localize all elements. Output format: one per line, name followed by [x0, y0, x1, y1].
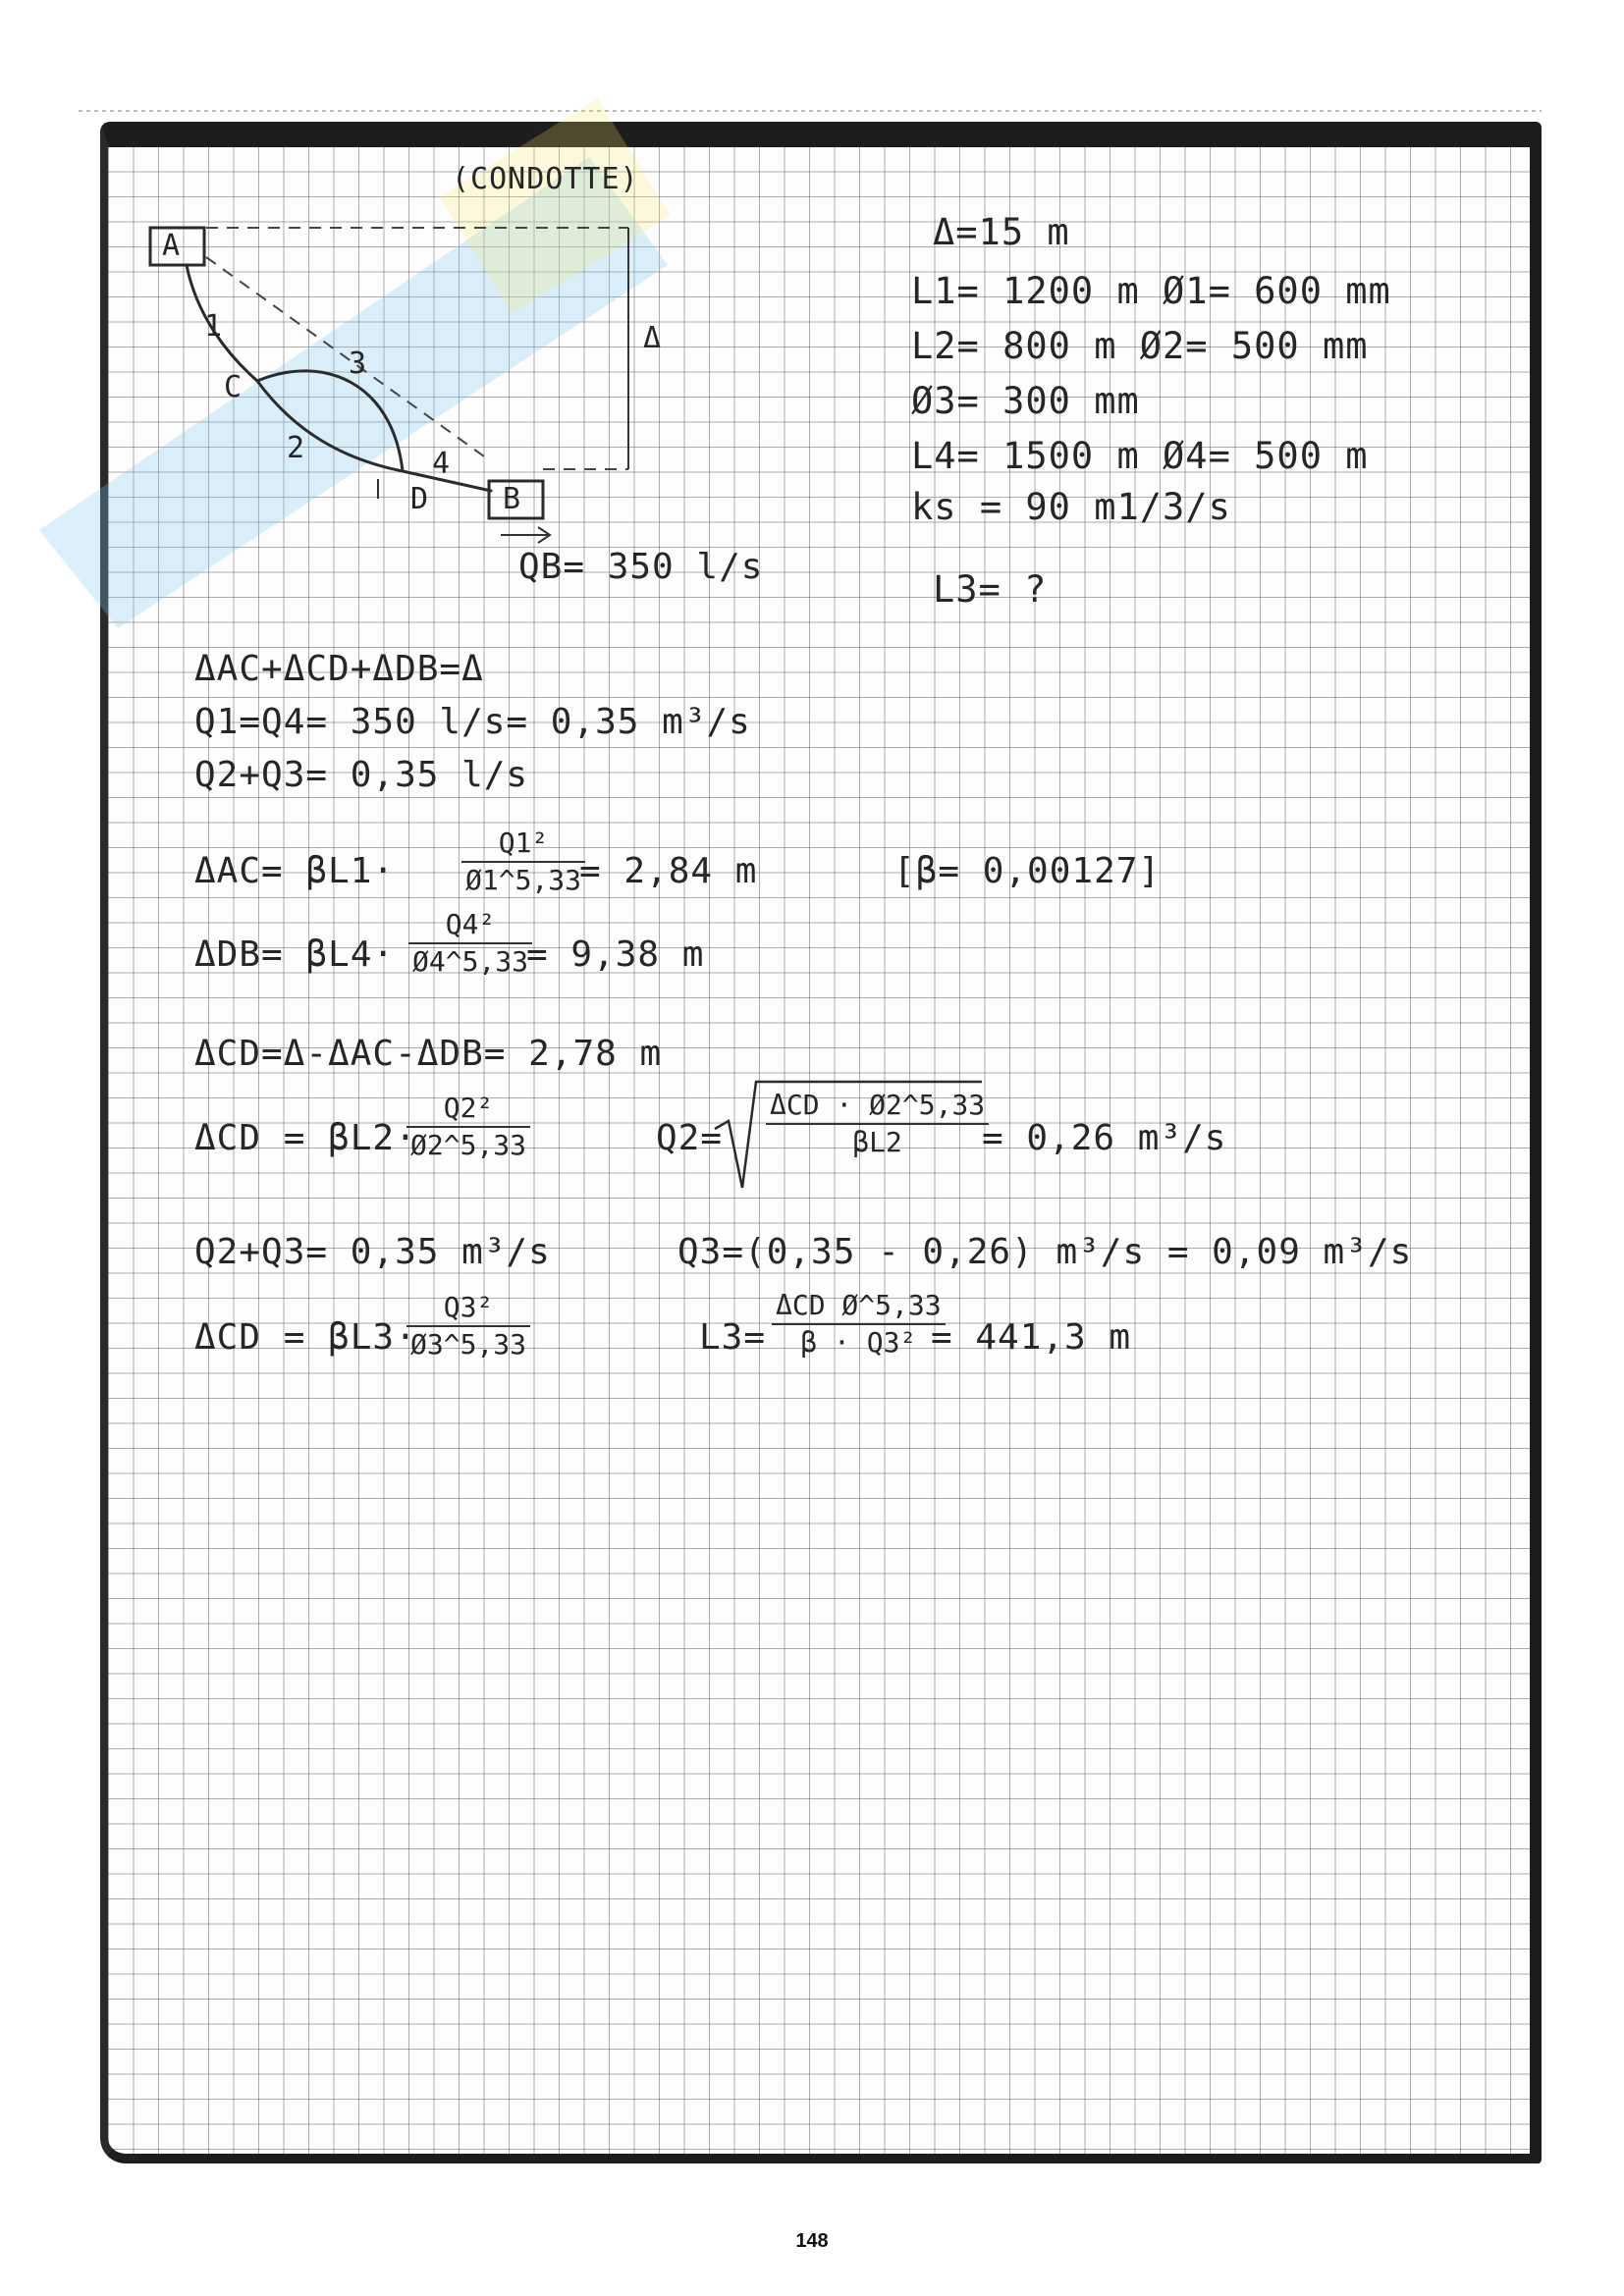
eq-dcd-value: ΔCD=Δ-ΔAC-ΔDB= 2,78 m: [194, 1034, 663, 1074]
eq-l3-den: β · Q3²: [800, 1326, 917, 1359]
given-unknown: L3= ?: [933, 568, 1048, 611]
given-pipe-3: Ø3= 300 mm: [911, 380, 1140, 422]
eq-q2-q3-initial: Q2+Q3= 0,35 l/s: [194, 755, 529, 795]
eq-q2-lhs: Q2=: [656, 1118, 724, 1158]
eq-dcd-l2-num: Q2²: [406, 1095, 530, 1128]
eq-q3: Q3=(0,35 - 0,26) m³/s = 0,09 m³/s: [677, 1232, 1413, 1272]
eq-dac-den: Ø1^5,33: [465, 864, 582, 896]
pipe-4-label: 4: [432, 447, 452, 481]
node-b-label: B: [503, 482, 522, 516]
eq-dcd-l3-num: Q3²: [406, 1294, 530, 1327]
page-number: 148: [795, 2230, 829, 2252]
eq-l3-lhs: L3=: [699, 1317, 767, 1358]
eq-ddb-num: Q4²: [408, 911, 532, 944]
eq-ddb-den: Ø4^5,33: [412, 945, 529, 978]
beta-value: [β= 0,00127]: [893, 851, 1162, 891]
flow-label: QB= 350 l/s: [518, 547, 764, 587]
eq-ddb-lhs: ΔDB= βL4·: [194, 934, 396, 975]
eq-dac-num: Q1²: [461, 829, 585, 863]
node-a-label: A: [162, 229, 182, 263]
given-delta: Δ=15 m: [933, 211, 1070, 253]
eq-dcd-l3-fraction: [406, 1291, 530, 1361]
eq-sum-losses: ΔAC+ΔCD+ΔDB=Δ: [194, 649, 484, 689]
eq-l3-num: ΔCD Ø^5,33: [772, 1292, 946, 1325]
eq-dcd-l2-lhs: ΔCD = βL2·: [194, 1118, 417, 1158]
pipe-2-label: 2: [287, 431, 306, 465]
eq-q1-q4: Q1=Q4= 350 l/s= 0,35 m³/s: [194, 702, 751, 742]
node-c-label: C: [224, 370, 244, 404]
given-pipe-4: L4= 1500 m Ø4= 500 m: [911, 435, 1369, 477]
pipe-3-label: 3: [349, 347, 368, 381]
eq-dac-lhs: ΔAC= βL1·: [194, 851, 396, 891]
eq-q2-fraction: [766, 1089, 989, 1158]
delta-label: Δ: [643, 321, 663, 355]
eq-dcd-l3-lhs: ΔCD = βL3·: [194, 1317, 417, 1358]
page-title: (CONDOTTE): [452, 162, 639, 196]
given-ks: ks = 90 m1/3/s: [911, 486, 1231, 528]
given-pipe-2: L2= 800 m Ø2= 500 mm: [911, 325, 1369, 367]
given-pipe-1: L1= 1200 m Ø1= 600 mm: [911, 270, 1391, 312]
eq-ddb-rhs: = 9,38 m: [526, 934, 705, 975]
eq-sum-q: Q2+Q3= 0,35 m³/s: [194, 1232, 551, 1272]
eq-q2-rhs: = 0,26 m³/s: [982, 1118, 1227, 1158]
eq-dac-rhs: = 2,84 m: [579, 851, 758, 891]
eq-l3-fraction: [772, 1289, 946, 1359]
node-d-label: D: [410, 482, 430, 516]
eq-l3-rhs: = 441,3 m: [931, 1317, 1132, 1358]
eq-dcd-l3-den: Ø3^5,33: [410, 1328, 527, 1361]
pipe-1-label: 1: [204, 309, 224, 344]
eq-dcd-l2-den: Ø2^5,33: [410, 1129, 527, 1161]
eq-q2-den: βL2: [852, 1126, 902, 1158]
eq-q2-num: ΔCD · Ø2^5,33: [766, 1092, 989, 1125]
